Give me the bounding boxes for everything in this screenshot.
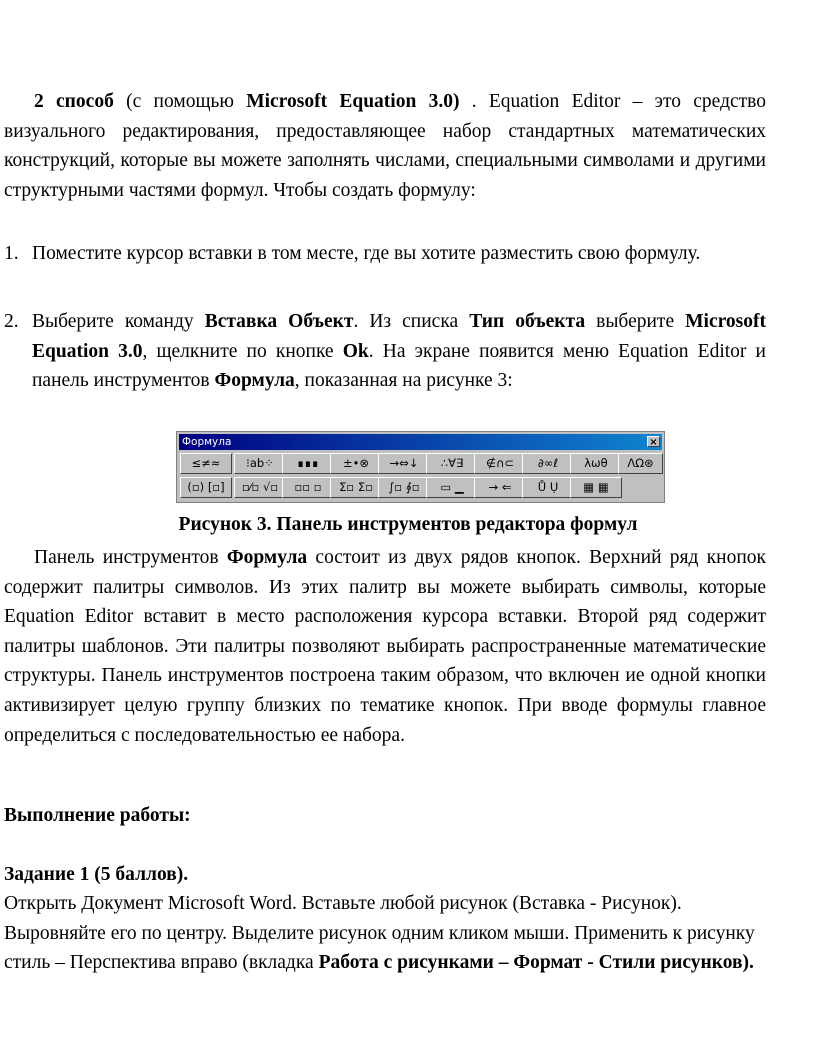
work-heading: Выполнение работы: xyxy=(4,805,191,826)
step-2-part: Выберите команду xyxy=(32,311,205,332)
relations-palette-button[interactable]: ≤≠≈ xyxy=(180,453,232,474)
app-name: Microsoft Equation 3.0) xyxy=(246,91,460,112)
toolbar-description xyxy=(4,543,766,750)
step-2-part: , показанная на рисунке 3: xyxy=(294,370,513,392)
labeled-arrows-palette-button[interactable]: → ⇐ xyxy=(474,477,526,498)
step-2 xyxy=(4,307,766,396)
step-1-number: 1. xyxy=(4,243,19,264)
step-2-part: выберите xyxy=(585,311,686,332)
bars-palette-button[interactable]: ▭ ▁ xyxy=(426,477,478,498)
formula-label: Формула xyxy=(214,370,295,392)
summation-palette-button[interactable]: Σ▫ Σ▫ xyxy=(330,477,382,498)
figure-caption: Рисунок 3. Панель инструментов редактора формул xyxy=(178,514,638,535)
step-1 xyxy=(4,239,766,269)
desc-part: Панель инструментов xyxy=(34,547,227,568)
formula-toolbar-label: Формула xyxy=(226,547,308,568)
object-type-label: Тип объекта xyxy=(469,311,586,332)
intro-text-2: . Equation Editor – это средство визуального редактирования, предоставляющее набор стандартных математических конструкций, которые вы можете заполнять числами, специальными символами и другими структурными частями формул. Чтобы создать формулу: xyxy=(4,91,767,201)
spaces-palette-button[interactable]: ⁝ab⁘ xyxy=(234,453,286,474)
menu-path: Вставка Объект xyxy=(204,311,354,332)
set-theory-palette-button[interactable]: ∉∩⊂ xyxy=(474,453,526,474)
toolbar-titlebar[interactable] xyxy=(179,434,662,450)
step-2-text xyxy=(32,307,766,396)
equation-app-name: Microsoft Equation 3.0 xyxy=(32,311,766,362)
logic-palette-button[interactable]: ∴∀∃ xyxy=(426,453,478,474)
integrals-palette-button[interactable]: ∫▫ ∮▫ xyxy=(378,477,430,498)
step-2-part: . Из списка xyxy=(353,311,470,332)
products-palette-button[interactable]: Ů Ụ xyxy=(522,477,574,498)
operators-palette-button[interactable]: ±•⊗ xyxy=(330,453,382,474)
greek-lower-palette-button[interactable]: λωθ xyxy=(570,453,622,474)
task-menu-path: Работа с рисунками – Формат - Стили рисунков). xyxy=(318,952,754,974)
step-2-part: . На экране появится меню Equation Editor и панель инструментов xyxy=(32,340,766,392)
toolbar-title: Формула xyxy=(182,436,232,448)
task-heading: Задание 1 (5 баллов). xyxy=(4,864,189,885)
intro-text-1: (с помощью xyxy=(113,91,247,112)
step-1-text: Поместите курсор вставки в том месте, где вы хотите разместить свою формулу. xyxy=(32,243,701,264)
arrows-palette-button[interactable]: →⇔↓ xyxy=(378,453,430,474)
fractions-radicals-palette-button[interactable]: ▫⁄▫ √▫ xyxy=(234,477,286,498)
misc-symbols-palette-button[interactable]: ∂∞ℓ xyxy=(522,453,574,474)
close-icon[interactable]: × xyxy=(647,436,660,447)
intro-paragraph xyxy=(4,87,766,205)
matrices-palette-button[interactable]: ▦ ▦ xyxy=(570,477,622,498)
step-2-number: 2. xyxy=(4,311,19,332)
fences-palette-button[interactable]: (▫) [▫] xyxy=(180,477,232,498)
formula-toolbar xyxy=(176,431,665,503)
greek-upper-palette-button[interactable]: ΛΩ⊛ xyxy=(618,453,663,474)
method-label: 2 способ xyxy=(34,91,114,112)
task-text xyxy=(4,889,774,978)
scripts-palette-button[interactable]: ▫▫ ▫ xyxy=(282,477,334,498)
step-2-part: , щелкните по кнопке xyxy=(142,340,343,362)
embellishments-palette-button[interactable]: ∎∎∎ xyxy=(282,453,334,474)
ok-label: Ok xyxy=(342,340,369,362)
desc-part: состоит из двух рядов кнопок. Верхний ряд кнопок содержит палитры символов. Из этих палитр вы можете выбирать символы, которые Equation Editor вставит в место расположения курсора вставки. Второй ряд содержит палитры шаблонов. Эти палитры позволяют выбирать распространенные математические структуры. Панель инструментов построена таким образом, что включен ие одной кнопки активизирует целую группу близких по тематике кнопок. При вводе формулы главное определиться с последовательностью ее набора. xyxy=(4,547,766,746)
task-part: Открыть Документ Microsoft Word. Вставьте любой рисунок (Вставка - Рисунок). Выровняйте его по центру. Выделите рисунок одним кликом мыши. Применить к рисунку стиль – Перспектива вправо (вкладка xyxy=(4,893,755,974)
